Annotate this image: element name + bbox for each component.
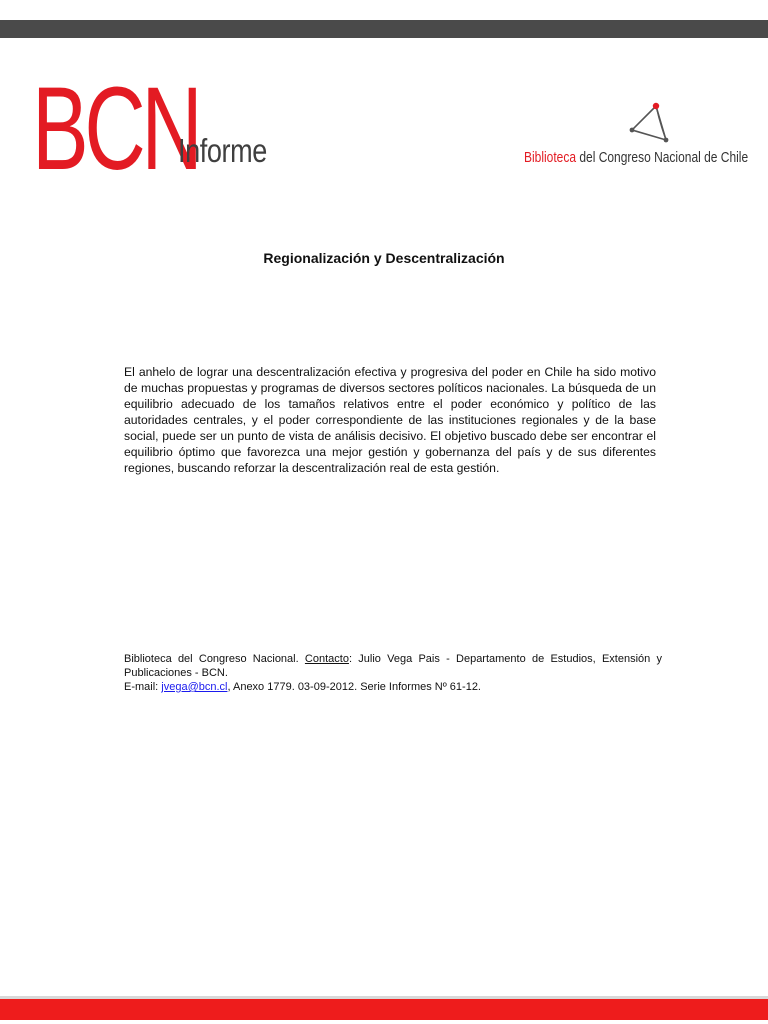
- library-name: [524, 150, 748, 165]
- library-name-rest: del Congreso Nacional de Chile: [576, 149, 749, 166]
- footer-prefix: Biblioteca del Congreso Nacional.: [124, 653, 305, 665]
- library-logo: [524, 102, 749, 172]
- footer-email-details: , Anexo 1779. 03-09-2012. Serie Informes Nº 61-12.: [227, 681, 481, 693]
- email-link[interactable]: jvega@bcn.cl: [161, 681, 228, 693]
- email-prefix: E-mail:: [124, 681, 162, 693]
- bottom-bar: [0, 999, 768, 1020]
- footer-contact-details: : Julio Vega Pais - Departamento de Estudios, Extensión y Publicaciones - BCN.: [124, 653, 662, 679]
- footer-note: [124, 652, 662, 694]
- informe-label: Informe: [178, 132, 267, 169]
- top-bar: [0, 20, 768, 38]
- library-triangle-icon: [624, 102, 674, 152]
- bcn-logo: BCN: [32, 63, 199, 195]
- document-title: Regionalización y Descentralización: [263, 250, 505, 266]
- abstract-paragraph: El anhelo de lograr una descentralización efectiva y progresiva del poder en Chile ha sido motivo de muchas propuestas y programas de diversos sectores políticos nacionales. La búsqueda de un equilibrio adecuado de los tamaños relativos entre el poder económico y político de las autoridades centrales, y el poder correspondiente de las instituciones regionales y de la base social, puede ser un punto de vista de análisis decisivo. El objetivo buscado debe ser encontrar el equilibrio óptimo que favorezca una mejor gestión y gobernanza del país y de sus diferentes regiones, buscando reforzar la descentralización real de esta gestión.: [124, 365, 656, 475]
- library-name-accent: Biblioteca: [524, 149, 577, 166]
- footer-email-line: [124, 680, 662, 694]
- contact-link[interactable]: Contacto: [304, 653, 349, 665]
- footer-contact-line: [124, 652, 662, 680]
